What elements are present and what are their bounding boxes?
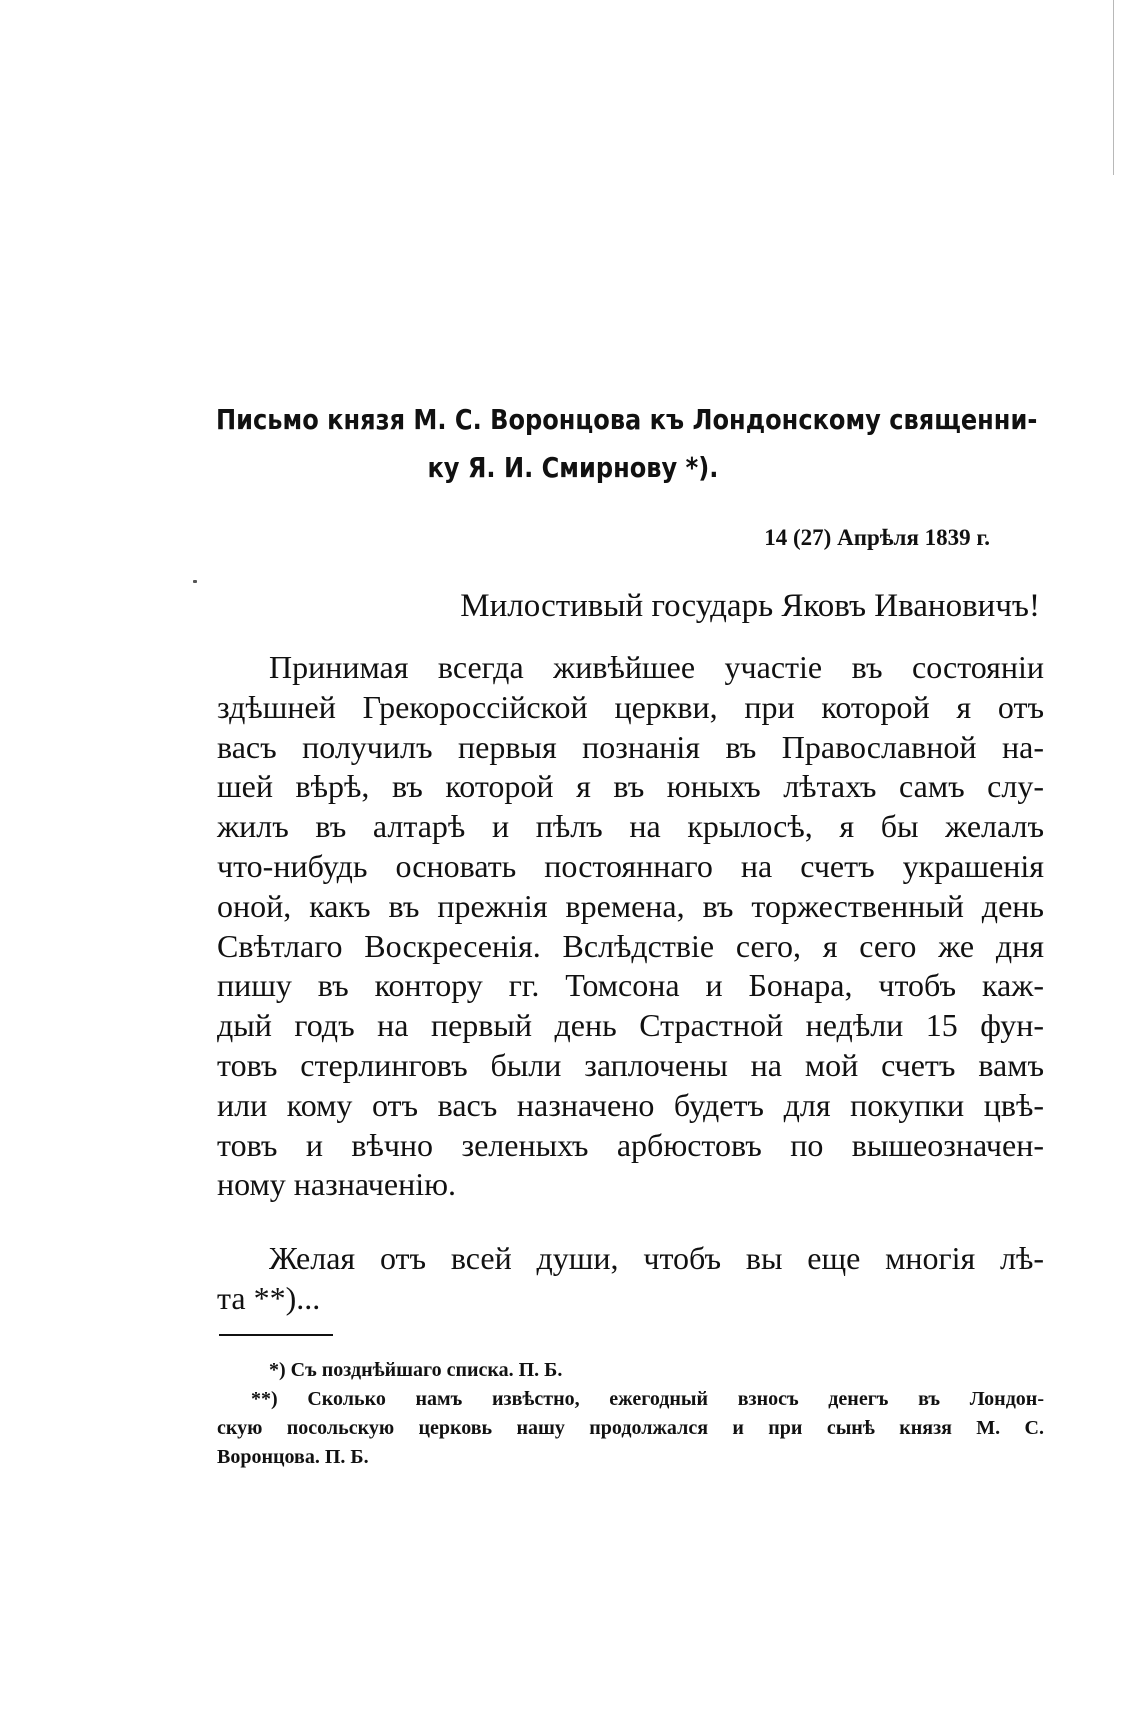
salutation: Милостивый государь Яковъ Ивановичъ! bbox=[460, 588, 1040, 624]
letter-closing bbox=[217, 1238, 1044, 1318]
closing-line: Желая отъ всей души, чтобъ вы еще многія лѣ- bbox=[269, 1240, 1044, 1276]
scan-speck bbox=[193, 580, 197, 583]
body-line: или кому отъ васъ назначено будетъ для покупки цвѣ- bbox=[217, 1086, 1044, 1123]
body-line: товъ и вѣчно зеленыхъ арбюстовъ по вышеозначен- bbox=[217, 1126, 1044, 1163]
footnotes bbox=[217, 1356, 1044, 1472]
body-line: пишу въ контору гг. Томсона и Бонара, чтобъ каж- bbox=[217, 967, 1044, 1004]
body-line: здѣшней Грекороссійской церкви, при которой я отъ bbox=[217, 688, 1044, 725]
body-line: васъ получилъ первыя познанія въ Православной на- bbox=[217, 728, 1044, 765]
page-edge-line bbox=[1113, 0, 1114, 175]
body-line: оной, какъ въ прежнія времена, въ торжественный день bbox=[217, 887, 1044, 924]
title-line-2: ку Я. И. Смирнову *). bbox=[427, 451, 719, 484]
title-line-1: Письмо князя М. С. Воронцова къ Лондонскому священни- bbox=[216, 403, 1038, 436]
letter-title bbox=[216, 396, 1038, 492]
footnote-2-line: скую посольскую церковь нашу продолжался и при сынѣ князя М. С. bbox=[217, 1417, 1044, 1439]
letter-date: 14 (27) Апрѣля 1839 г. bbox=[764, 525, 990, 550]
closing-line: та **)... bbox=[217, 1280, 321, 1316]
footnote-2-line: Воронцова. П. Б. bbox=[217, 1446, 369, 1468]
body-line: ному назначенію. bbox=[217, 1166, 456, 1203]
letter-body bbox=[217, 648, 1044, 1205]
body-line: Свѣтлаго Воскресенія. Вслѣдствіе сего, я сего же дня bbox=[217, 927, 1044, 964]
body-line: Принимая всегда живѣйшее участіе въ состояніи bbox=[269, 649, 1044, 685]
footnote-divider bbox=[219, 1334, 333, 1336]
body-line: жилъ въ алтарѣ и пѣлъ на крылосѣ, я бы желалъ bbox=[217, 808, 1044, 845]
body-line: что-нибудь основать постояннаго на счетъ украшенія bbox=[217, 847, 1044, 884]
footnote-1: *) Съ позднѣйшаго списка. П. Б. bbox=[269, 1359, 563, 1381]
body-line: шей вѣрѣ, въ которой я въ юныхъ лѣтахъ самъ слу- bbox=[217, 768, 1044, 805]
body-line: дый годъ на первый день Страстной недѣли 15 фун- bbox=[217, 1007, 1044, 1044]
footnote-2 bbox=[217, 1385, 1044, 1472]
body-line: товъ стерлинговъ были заплочены на мой счетъ вамъ bbox=[217, 1046, 1044, 1083]
footnote-2-line: **) Сколько намъ извѣстно, ежегодный взносъ денегъ въ Лондон- bbox=[251, 1388, 1044, 1410]
